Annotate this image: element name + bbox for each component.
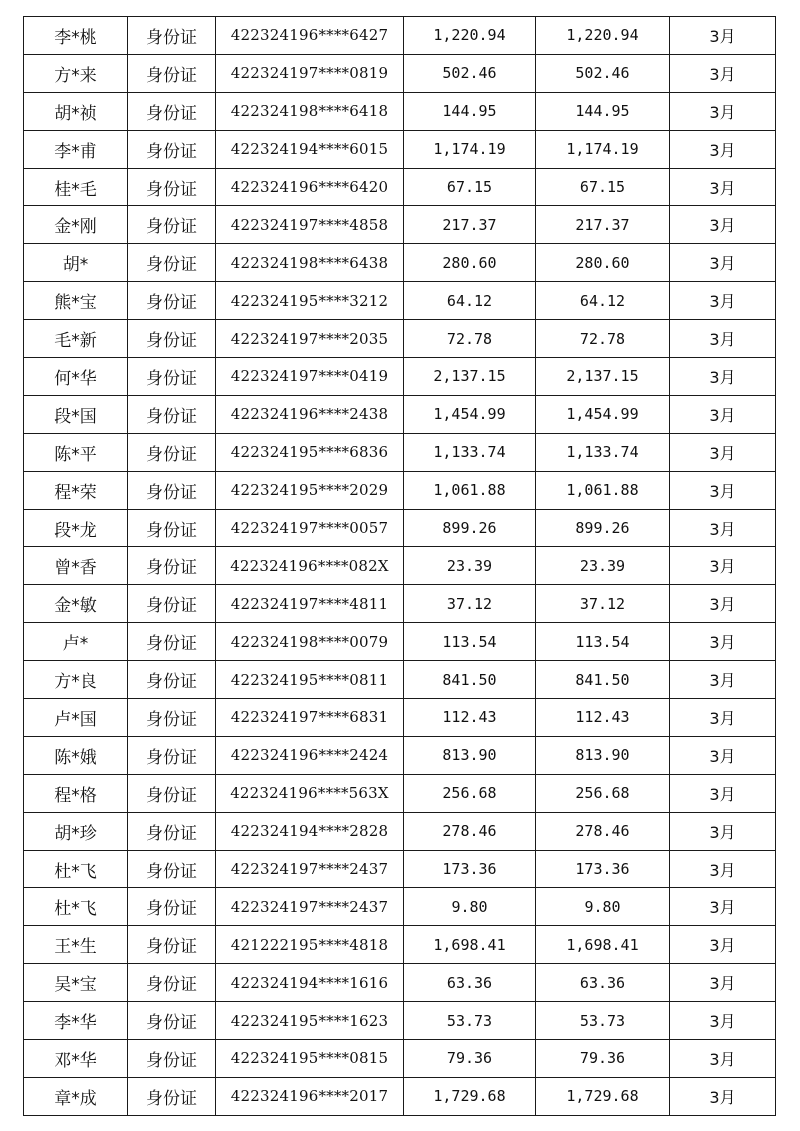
paid-amount-cell: 173.36 [536,850,670,888]
paid-amount-cell: 813.90 [536,736,670,774]
name-cell: 毛*新 [24,320,128,358]
id-number-cell: 422324195****3212 [216,282,404,320]
table-row [24,888,776,926]
amount-cell: 2,137.15 [404,358,536,396]
month-cell: 3月 [670,54,776,92]
paid-amount-cell: 37.12 [536,585,670,623]
id-type-cell: 身份证 [128,320,216,358]
amount-cell: 64.12 [404,282,536,320]
name-cell: 王*生 [24,926,128,964]
paid-amount-cell: 899.26 [536,509,670,547]
table-row [24,54,776,92]
id-number-cell: 422324198****0079 [216,623,404,661]
amount-cell: 1,061.88 [404,471,536,509]
table-row [24,206,776,244]
name-cell: 桂*毛 [24,168,128,206]
id-type-cell: 身份证 [128,888,216,926]
month-cell: 3月 [670,812,776,850]
name-cell: 方*来 [24,54,128,92]
id-number-cell: 422324198****6418 [216,92,404,130]
id-type-cell: 身份证 [128,471,216,509]
id-number-cell: 422324197****2437 [216,888,404,926]
id-type-cell: 身份证 [128,699,216,737]
amount-cell: 72.78 [404,320,536,358]
month-cell: 3月 [670,850,776,888]
name-cell: 程*荣 [24,471,128,509]
name-cell: 章*成 [24,1077,128,1115]
name-cell: 李*桃 [24,17,128,55]
month-cell: 3月 [670,888,776,926]
paid-amount-cell: 1,220.94 [536,17,670,55]
month-cell: 3月 [670,774,776,812]
id-number-cell: 422324198****6438 [216,244,404,282]
id-type-cell: 身份证 [128,509,216,547]
amount-cell: 1,698.41 [404,926,536,964]
paid-amount-cell: 72.78 [536,320,670,358]
paid-amount-cell: 112.43 [536,699,670,737]
id-type-cell: 身份证 [128,1077,216,1115]
name-cell: 陈*娥 [24,736,128,774]
amount-cell: 1,133.74 [404,433,536,471]
month-cell: 3月 [670,433,776,471]
month-cell: 3月 [670,585,776,623]
month-cell: 3月 [670,17,776,55]
id-type-cell: 身份证 [128,244,216,282]
table-row [24,774,776,812]
id-type-cell: 身份证 [128,358,216,396]
name-cell: 卢*国 [24,699,128,737]
id-number-cell: 422324197****2035 [216,320,404,358]
id-type-cell: 身份证 [128,585,216,623]
paid-amount-cell: 64.12 [536,282,670,320]
id-type-cell: 身份证 [128,54,216,92]
paid-amount-cell: 63.36 [536,964,670,1002]
amount-cell: 813.90 [404,736,536,774]
paid-amount-cell: 278.46 [536,812,670,850]
table-row [24,926,776,964]
amount-cell: 1,174.19 [404,130,536,168]
id-number-cell: 422324194****1616 [216,964,404,1002]
id-number-cell: 422324197****0419 [216,358,404,396]
month-cell: 3月 [670,1040,776,1078]
month-cell: 3月 [670,699,776,737]
name-cell: 熊*宝 [24,282,128,320]
id-number-cell: 422324197****4858 [216,206,404,244]
paid-amount-cell: 1,698.41 [536,926,670,964]
month-cell: 3月 [670,661,776,699]
amount-cell: 63.36 [404,964,536,1002]
id-type-cell: 身份证 [128,206,216,244]
id-type-cell: 身份证 [128,395,216,433]
paid-amount-cell: 2,137.15 [536,358,670,396]
id-number-cell: 422324196****6427 [216,17,404,55]
month-cell: 3月 [670,1002,776,1040]
paid-amount-cell: 79.36 [536,1040,670,1078]
id-type-cell: 身份证 [128,92,216,130]
id-number-cell: 422324197****0819 [216,54,404,92]
paid-amount-cell: 217.37 [536,206,670,244]
amount-cell: 37.12 [404,585,536,623]
id-type-cell: 身份证 [128,168,216,206]
amount-cell: 1,729.68 [404,1077,536,1115]
id-type-cell: 身份证 [128,850,216,888]
month-cell: 3月 [670,926,776,964]
paid-amount-cell: 841.50 [536,661,670,699]
table-row [24,661,776,699]
name-cell: 李*华 [24,1002,128,1040]
month-cell: 3月 [670,358,776,396]
amount-cell: 280.60 [404,244,536,282]
id-type-cell: 身份证 [128,623,216,661]
id-number-cell: 422324195****0811 [216,661,404,699]
name-cell: 杜*飞 [24,850,128,888]
paid-amount-cell: 502.46 [536,54,670,92]
month-cell: 3月 [670,1077,776,1115]
id-number-cell: 422324197****6831 [216,699,404,737]
name-cell: 邓*华 [24,1040,128,1078]
name-cell: 段*龙 [24,509,128,547]
id-type-cell: 身份证 [128,661,216,699]
table-row [24,623,776,661]
amount-cell: 502.46 [404,54,536,92]
name-cell: 吴*宝 [24,964,128,1002]
paid-amount-cell: 23.39 [536,547,670,585]
amount-cell: 144.95 [404,92,536,130]
table-body [24,17,776,1116]
name-cell: 卢* [24,623,128,661]
payment-roster-sheet [23,16,776,1116]
id-type-cell: 身份证 [128,282,216,320]
id-number-cell: 422324196****2424 [216,736,404,774]
id-type-cell: 身份证 [128,17,216,55]
table-row [24,1040,776,1078]
month-cell: 3月 [670,282,776,320]
table-row [24,92,776,130]
amount-cell: 23.39 [404,547,536,585]
id-number-cell: 422324196****563X [216,774,404,812]
table-row [24,433,776,471]
amount-cell: 1,454.99 [404,395,536,433]
paid-amount-cell: 9.80 [536,888,670,926]
month-cell: 3月 [670,395,776,433]
month-cell: 3月 [670,206,776,244]
name-cell: 杜*飞 [24,888,128,926]
id-type-cell: 身份证 [128,433,216,471]
paid-amount-cell: 53.73 [536,1002,670,1040]
month-cell: 3月 [670,320,776,358]
id-type-cell: 身份证 [128,926,216,964]
amount-cell: 113.54 [404,623,536,661]
paid-amount-cell: 1,061.88 [536,471,670,509]
name-cell: 段*国 [24,395,128,433]
month-cell: 3月 [670,92,776,130]
paid-amount-cell: 256.68 [536,774,670,812]
id-number-cell: 421222195****4818 [216,926,404,964]
paid-amount-cell: 67.15 [536,168,670,206]
table-row [24,964,776,1002]
name-cell: 陈*平 [24,433,128,471]
amount-cell: 841.50 [404,661,536,699]
id-type-cell: 身份证 [128,964,216,1002]
id-number-cell: 422324194****6015 [216,130,404,168]
paid-amount-cell: 280.60 [536,244,670,282]
month-cell: 3月 [670,964,776,1002]
name-cell: 胡*祯 [24,92,128,130]
table-row [24,168,776,206]
amount-cell: 278.46 [404,812,536,850]
month-cell: 3月 [670,168,776,206]
id-type-cell: 身份证 [128,547,216,585]
amount-cell: 9.80 [404,888,536,926]
table-row [24,509,776,547]
name-cell: 程*格 [24,774,128,812]
month-cell: 3月 [670,623,776,661]
id-type-cell: 身份证 [128,1040,216,1078]
amount-cell: 112.43 [404,699,536,737]
month-cell: 3月 [670,509,776,547]
id-number-cell: 422324195****6836 [216,433,404,471]
table-row [24,17,776,55]
paid-amount-cell: 1,454.99 [536,395,670,433]
amount-cell: 1,220.94 [404,17,536,55]
month-cell: 3月 [670,471,776,509]
id-type-cell: 身份证 [128,812,216,850]
table-row [24,244,776,282]
table-row [24,130,776,168]
paid-amount-cell: 1,133.74 [536,433,670,471]
id-number-cell: 422324196****2017 [216,1077,404,1115]
amount-cell: 899.26 [404,509,536,547]
amount-cell: 67.15 [404,168,536,206]
table-row [24,320,776,358]
amount-cell: 53.73 [404,1002,536,1040]
table-row [24,1077,776,1115]
amount-cell: 79.36 [404,1040,536,1078]
table-row [24,282,776,320]
table-row [24,736,776,774]
id-number-cell: 422324194****2828 [216,812,404,850]
name-cell: 何*华 [24,358,128,396]
id-number-cell: 422324196****082X [216,547,404,585]
id-number-cell: 422324196****2438 [216,395,404,433]
id-type-cell: 身份证 [128,1002,216,1040]
payment-roster-table [23,16,776,1116]
table-row [24,358,776,396]
name-cell: 胡*珍 [24,812,128,850]
amount-cell: 256.68 [404,774,536,812]
name-cell: 胡* [24,244,128,282]
name-cell: 金*刚 [24,206,128,244]
id-number-cell: 422324195****2029 [216,471,404,509]
id-number-cell: 422324195****0815 [216,1040,404,1078]
name-cell: 曾*香 [24,547,128,585]
table-row [24,471,776,509]
paid-amount-cell: 1,174.19 [536,130,670,168]
name-cell: 金*敏 [24,585,128,623]
id-number-cell: 422324197****4811 [216,585,404,623]
table-row [24,850,776,888]
table-row [24,699,776,737]
id-number-cell: 422324197****0057 [216,509,404,547]
table-row [24,395,776,433]
paid-amount-cell: 1,729.68 [536,1077,670,1115]
id-number-cell: 422324196****6420 [216,168,404,206]
month-cell: 3月 [670,130,776,168]
month-cell: 3月 [670,244,776,282]
paid-amount-cell: 144.95 [536,92,670,130]
table-row [24,812,776,850]
table-row [24,585,776,623]
name-cell: 李*甫 [24,130,128,168]
paid-amount-cell: 113.54 [536,623,670,661]
id-type-cell: 身份证 [128,130,216,168]
table-row [24,547,776,585]
amount-cell: 173.36 [404,850,536,888]
month-cell: 3月 [670,547,776,585]
id-type-cell: 身份证 [128,774,216,812]
month-cell: 3月 [670,736,776,774]
name-cell: 方*良 [24,661,128,699]
id-number-cell: 422324195****1623 [216,1002,404,1040]
amount-cell: 217.37 [404,206,536,244]
table-row [24,1002,776,1040]
id-number-cell: 422324197****2437 [216,850,404,888]
id-type-cell: 身份证 [128,736,216,774]
